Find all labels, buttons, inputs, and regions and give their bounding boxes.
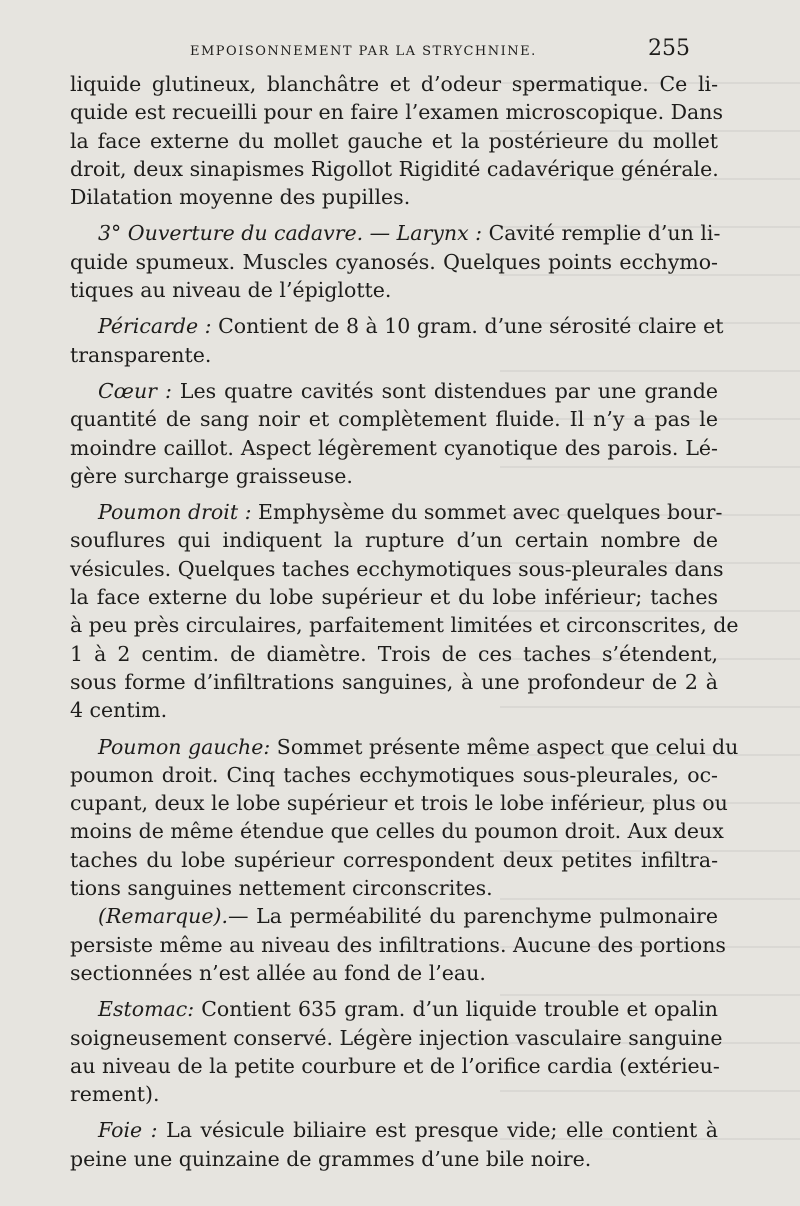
text-line: rement). bbox=[70, 1082, 160, 1107]
text-line: 4 centim. bbox=[70, 698, 168, 723]
text-line: quide est recueilli pour en faire l’examen microscopique. Dans bbox=[70, 100, 723, 125]
paragraph-foie: Foie : La vésicule biliaire est presque vide; elle contient à bbox=[98, 1118, 719, 1143]
section-heading: Foie : bbox=[98, 1118, 158, 1143]
section-heading: Estomac: bbox=[98, 997, 195, 1022]
text-line: au niveau de la petite courbure et de l’orifice cardia (extérieu- bbox=[70, 1053, 720, 1078]
text-line: taches du lobe supérieur correspondent deux petites infiltra- bbox=[70, 847, 718, 872]
text-line: sous forme d’infiltrations sanguines, à une profondeur de 2 à bbox=[70, 669, 718, 694]
text-line: peine une quinzaine de grammes d’une bile noire. bbox=[70, 1146, 592, 1171]
section-heading: (Remarque). bbox=[98, 904, 228, 929]
text-line: droit, deux sinapismes Rigollot Rigidité cadavérique générale. bbox=[70, 156, 719, 181]
text-line: souflures qui indiquent la rupture d’un certain nombre de bbox=[70, 528, 718, 553]
text-line: vésicules. Quelques taches ecchymotiques sous-pleurales dans bbox=[70, 556, 724, 581]
page-body bbox=[70, 70, 739, 1173]
paragraph-coeur: Cœur : Les quatre cavités sont distendues par une grande bbox=[98, 378, 718, 403]
section-heading: Péricarde : bbox=[98, 314, 212, 339]
paragraph-poumon-droit: Poumon droit : Emphysème du sommet avec quelques bour- bbox=[98, 500, 723, 525]
text-line: tiques au niveau de l’épiglotte. bbox=[70, 278, 392, 303]
text-line: moindre caillot. Aspect légèrement cyanotique des parois. Lé- bbox=[70, 435, 718, 460]
page-number: 255 bbox=[648, 36, 690, 61]
section-heading: 3° Ouverture du cadavre. — Larynx : bbox=[98, 221, 483, 246]
text-line: Dilatation moyenne des pupilles. bbox=[70, 185, 411, 210]
section-heading: Poumon gauche: bbox=[98, 734, 271, 759]
text-line: persiste même au niveau des infiltrations. Aucune des portions bbox=[70, 932, 726, 957]
text-line: à peu près circulaires, parfaitement limitées et circonscrites, de bbox=[70, 613, 739, 638]
text-line: cupant, deux le lobe supérieur et trois le lobe inférieur, plus ou bbox=[70, 791, 728, 816]
section-heading: Poumon droit : bbox=[98, 500, 252, 525]
paragraph-estomac: Estomac: Contient 635 gram. d’un liquide trouble et opalin bbox=[98, 997, 718, 1022]
text-line: quide spumeux. Muscles cyanosés. Quelques points ecchymo- bbox=[70, 249, 718, 274]
text-line: liquide glutineux, blanchâtre et d’odeur spermatique. Ce li- bbox=[70, 72, 718, 96]
text-line: la face externe du mollet gauche et la postérieure du mollet bbox=[70, 128, 718, 153]
paragraph-remarque: (Remarque).— La perméabilité du parenchyme pulmonaire bbox=[98, 904, 718, 929]
text-line: gère surcharge graisseuse. bbox=[70, 463, 353, 488]
text-line: la face externe du lobe supérieur et du lobe inférieur; taches bbox=[70, 585, 718, 610]
text-line: sectionnées n’est allée au fond de l’eau. bbox=[70, 960, 486, 985]
paragraph-poumon-gauche: Poumon gauche: Sommet présente même aspect que celui du bbox=[98, 734, 739, 759]
page-header bbox=[190, 36, 690, 64]
text-line: poumon droit. Cinq taches ecchymotiques sous-pleurales, oc- bbox=[70, 762, 718, 787]
text-line: soigneusement conservé. Légère injection vasculaire sanguine bbox=[70, 1025, 723, 1050]
text-line: moins de même étendue que celles du poumon droit. Aux deux bbox=[70, 819, 724, 844]
section-heading: Cœur : bbox=[98, 378, 172, 403]
text-line: 1 à 2 centim. de diamètre. Trois de ces taches s’étendent, bbox=[70, 641, 718, 666]
running-title: EMPOISONNEMENT PAR LA STRYCHNINE. bbox=[190, 44, 537, 59]
paragraph-pericarde: Péricarde : Contient de 8 à 10 gram. d’une sérosité claire et bbox=[98, 314, 724, 339]
text-line: tions sanguines nettement circonscrites. bbox=[70, 876, 493, 901]
text-line: quantité de sang noir et complètement fluide. Il n’y a pas le bbox=[70, 407, 718, 432]
paragraph-autopsy: 3° Ouverture du cadavre. — Larynx : Cavité remplie d’un li- bbox=[98, 221, 721, 246]
text-line: transparente. bbox=[70, 342, 212, 367]
